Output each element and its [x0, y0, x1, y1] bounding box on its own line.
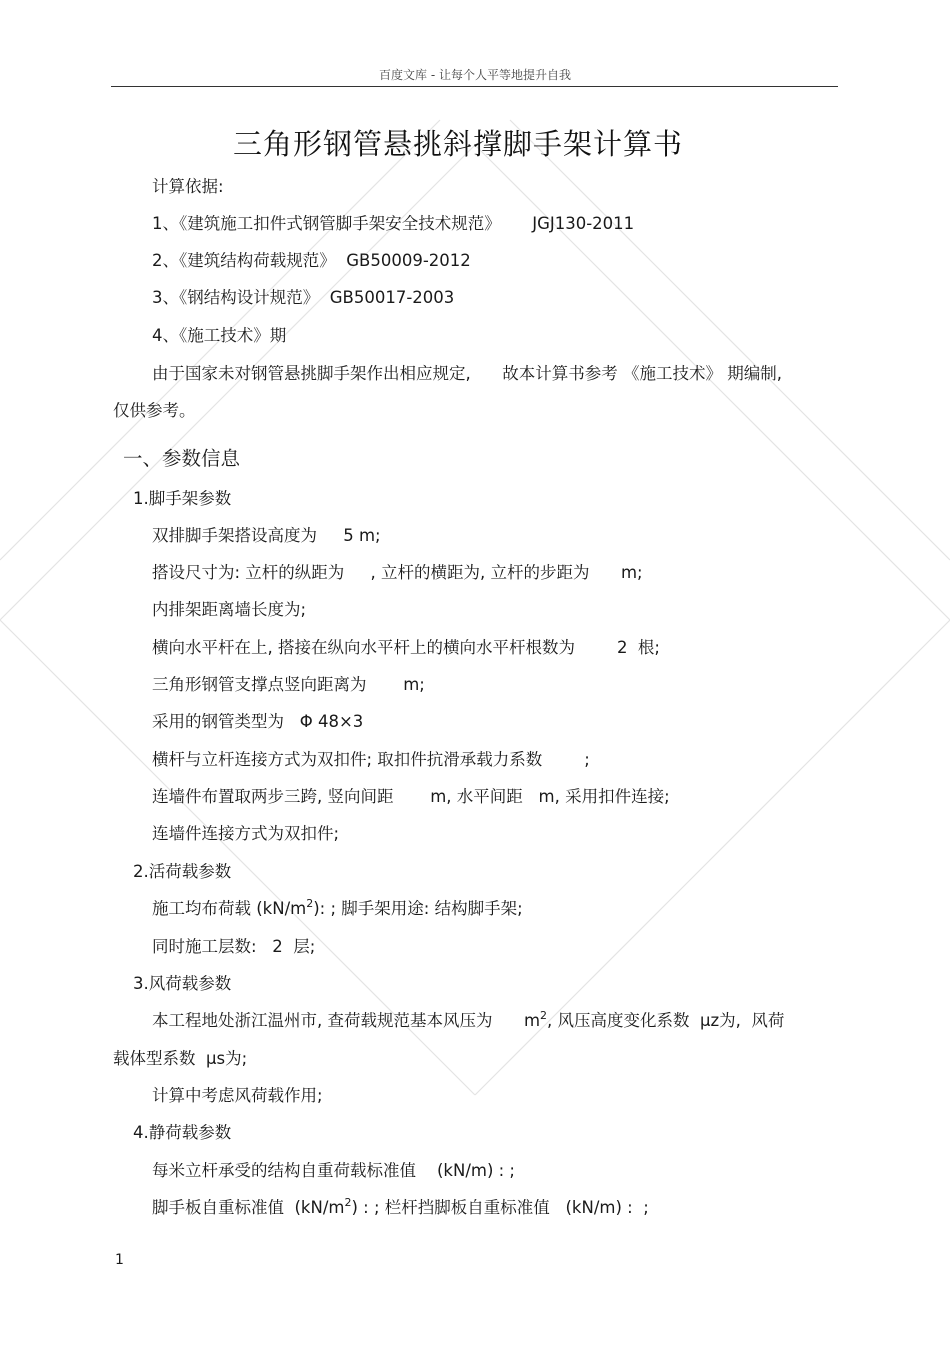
- basis-item: 3、《钢结构设计规范》 GB50017-2003: [152, 288, 455, 307]
- param-line: 搭设尺寸为: 立杆的纵距为 , 立杆的横距为, 立杆的步距为 m;: [152, 563, 643, 582]
- basis-note-cont: 仅供参考。: [113, 401, 196, 420]
- basis-item: 4、《施工技术》期: [152, 326, 287, 345]
- param-line: 双排脚手架搭设高度为 5 m;: [152, 526, 381, 545]
- subsection-heading: 4.静荷载参数: [133, 1123, 232, 1142]
- subsection-heading: 3.风荷载参数: [133, 974, 232, 993]
- basis-label: 计算依据:: [152, 177, 224, 196]
- header-divider: [111, 86, 838, 87]
- param-line: 每米立杆承受的结构自重荷载标准值 (kN/m) : ;: [152, 1161, 515, 1180]
- page-number: 1: [115, 1252, 124, 1268]
- param-line: 横向水平杆在上, 搭接在纵向水平杆上的横向水平杆根数为 2 根;: [152, 638, 660, 657]
- param-line: 施工均布荷载 $(kN/m^2)$: ; 脚手架用途: 结构脚手架;: [152, 897, 523, 918]
- basis-item: 1、《建筑施工扣件式钢管脚手架安全技术规范》 JGJ130-2011: [152, 214, 635, 233]
- subsection-heading: 2.活荷载参数: [133, 862, 232, 881]
- param-line: 内排架距离墙长度为;: [152, 600, 307, 619]
- param-line-cont: 载体型系数 μs为;: [113, 1049, 248, 1068]
- param-line: 本工程地处浙江温州市, 查荷载规范基本风压为 $m^2$, 风压高度变化系数 μz为, 风荷: [152, 1009, 785, 1030]
- param-line: 采用的钢管类型为 Φ 48×3: [152, 712, 364, 731]
- subsection-heading: 1.脚手架参数: [133, 489, 232, 508]
- param-line: 连墙件布置取两步三跨, 竖向间距 m, 水平间距 m, 采用扣件连接;: [152, 787, 670, 806]
- basis-note: 由于国家未对钢管悬挑脚手架作出相应规定, 故本计算书参考 《施工技术》 期编制,: [152, 364, 782, 383]
- param-line: 脚手板自重标准值 $(kN/m^2)$ : ; 栏杆挡脚板自重标准值 (kN/m) : ;: [152, 1196, 649, 1217]
- param-line: 同时施工层数: 2 层;: [152, 937, 316, 956]
- param-line: 横杆与立杆连接方式为双扣件; 取扣件抗滑承载力系数 ;: [152, 750, 590, 769]
- section-heading: 一、参数信息: [123, 447, 241, 470]
- basis-item: 2、《建筑结构荷载规范》 GB50009-2012: [152, 251, 471, 270]
- page-header: 百度文库 - 让每个人平等地提升自我: [379, 68, 571, 82]
- param-line: 计算中考虑风荷载作用;: [152, 1086, 323, 1105]
- document-title: 三角形钢管悬挑斜撑脚手架计算书: [232, 127, 683, 161]
- param-line: 三角形钢管支撑点竖向距离为 m;: [152, 675, 425, 694]
- param-line: 连墙件连接方式为双扣件;: [152, 824, 340, 843]
